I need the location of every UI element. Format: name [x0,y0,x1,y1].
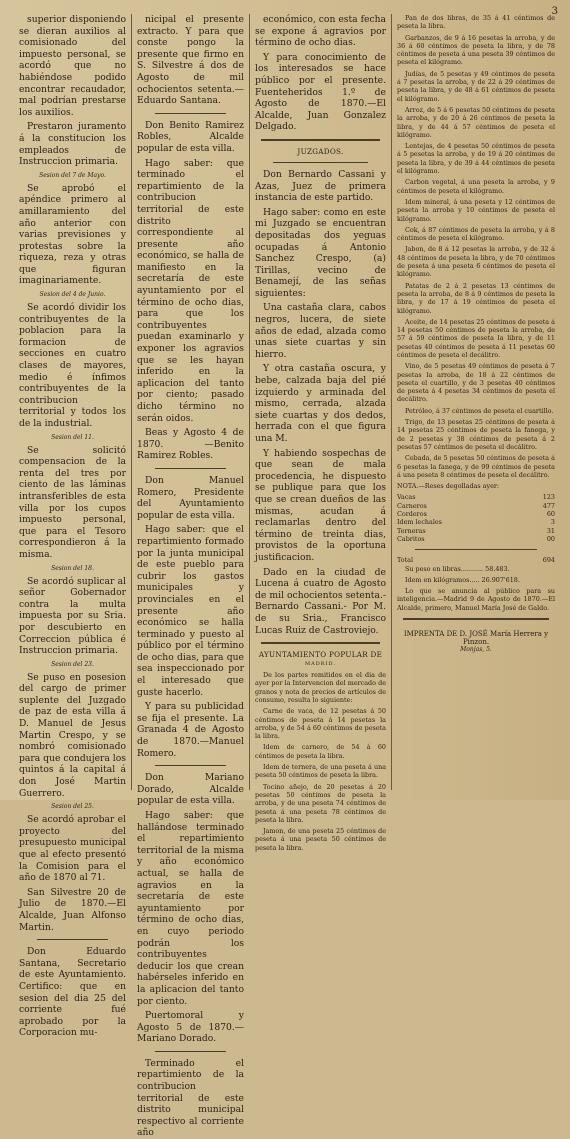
notice-heading: Don Bernardo Cassani y Azas, Juez de primera instancia de este partido. [255,168,386,204]
row-label: Cabritos [397,534,425,543]
signature-line: Beas y Agosto 4 de 1870. —Benito Ramirez Robles. [137,427,244,462]
total-label: Total [397,556,414,565]
paragraph: De los partes remitidos en el dia de ayer por la Intervencion del mercado de granos y nota de precios de artículos de consumo, resulta lo siguiente: [255,671,386,704]
row-value: 477 [542,501,555,510]
paragraph: Idem de carnero, de 54 á 60 céntimos de peseta la libra. [255,743,386,760]
paragraph: Hago saber: que hallándose terminado el repartimiento territorial de la misma y año económico actual, se halla de agravios en la secretaría de este ayuntamiento por término de ocho dias, en cuyo periodo podrán los contribuyentes deducir los que crean habérseles inferido en la aplicacion del tanto por ciento. [137,810,244,1007]
paragraph: Garbanzos, de 9 á 16 pesetas la arroba, y de 36 á 60 céntimos de peseta la libra, y de 78 céntimos de peseta á una peseta 39 céntimos de peseta el kilógramo. [397,33,555,67]
table-row [397,535,555,543]
paragraph: Se aprobó el apéndice primero al amillaramiento del año anterior con varias previsiones y protestas sobre la riqueza, reza y otras que figuran imaginariamente. [19,182,126,287]
paragraph: Idem mineral, á una peseta y 12 céntimos de peseta la arroba y 10 céntimos de peseta el kilógramo. [397,197,555,223]
notice-heading: Don Manuel Romero, Presidente del Ayuntamiento popular de esta villa. [137,474,244,521]
notice-heading: Don Mariano Dorado, Alcalde popular de esta villa. [137,772,244,807]
table-row [397,510,555,518]
divider [155,1051,226,1052]
row-value: 3 [550,518,555,527]
paragraph: Se acordó dividir los contribuyentes de la poblacion para la formacion de secciones en cuatro clases de mayores, medio é ínfimos contribuyentes de la contribucion territorial y todos los de la industrial. [19,302,126,429]
weight-line: Idem en kilógramos..... 26.907'618. [405,575,520,584]
paragraph: Hago saber: como en este mi Juzgado se encuentran depositadas dos yeguas ocupadas á Antonio Sanchez Crespo, (a) Tirillas, vecino de Benamejí, de las señas siguientes: [255,206,386,299]
paragraph: Una castaña clara, cabos negros, lucera, de siete años de edad, alzada como unas siete cuartas y sin hierro. [255,302,386,360]
imprint-address: Monjas, 5. [460,646,492,653]
paragraph: Jabon, de 8 á 12 pesetas la arroba, y de 32 á 48 céntimos de peseta la libra, y de 70 céntimos de peseta á una peseta 6 céntimos de peseta el kilógramo. [397,245,555,279]
paragraph: Patatas de 2 á 2 pesetas 13 céntimos de peseta la arroba, de 8 á 9 céntimos de peseta la libra, y de 17 á 19 céntimos de peseta el kilógramo. [397,281,555,315]
reses-table [397,493,555,543]
paragraph: Don Eduardo Santana, Secretario de este Ayuntamiento. Certifico: que en sesion del dia 25 del corriente fué aprobado por la Corporacion mu- [19,946,126,1039]
divider [155,468,226,469]
paragraph: Trigo, de 13 pesetas 25 céntimos de peseta á 14 pesetas 25 céntimos de peseta la fanega, y de 2 pesetas y 38 céntimos de peseta á 2 pesetas 57 céntimos de peseta el decálitro. [397,418,555,451]
paragraph: Jamon, de una peseta 25 céntimos de peseta á una peseta 50 céntimos de peseta la libra. [255,827,386,852]
session-heading: Sesion del 7 de Mayo. [39,171,106,179]
session-heading: Sesion del 4 de Junio. [39,291,106,299]
paragraph: Y habiendo sospechas de que sean de mala procedencia, he dispuesto se publique para que los que se crean dueños de las mismas, acudan á reclamarlas dentro del término de treinta dias, provistos de la oportuna justificacion. [255,447,386,563]
paragraph: Hago saber: que el repartimiento formado por la junta municipal de este pueblo para cubrir los gastos municipales y provinciales en el presente año económico se halla terminado y puesto al público por el término de ocho dias, para que sea inspeccionado por el interesado que guste hacerlo. [137,524,244,698]
paragraph: Lentejas, de 4 pesetas 50 céntimos de peseta á 5 pesetas la arroba, y de 19 á 20 céntimos de peseta la libra, y de 39 á 44 céntimos de peseta el kilógramo. [397,142,555,176]
paragraph: Se acordó aprobar el proyecto del presupuesto municipal que al efecto presentó la Comision para el año de 1870 al 71. [19,814,126,884]
row-label: Corderos [397,510,427,519]
column-1 [14,14,132,1039]
divider [261,139,380,141]
paragraph: Terminado el repartimiento de la contribucion territorial de este distrito municipal respectivo al corriente año [137,1057,244,1139]
divider [37,939,108,940]
paragraph: Cebada, de 5 pesetas 50 céntimos de peseta á 6 pesetas la fanega, y de 99 céntimos de peseta á una peseta 8 céntimos de peseta el decálitro. [397,454,555,479]
row-value: 60 [546,510,555,519]
paragraph: Se acordó suplicar al señor Gobernador contra la multa impuesta por su Sria. por descubierto en Correccion pública é Instruccion primaria. [19,575,126,657]
paragraph: Arroz, de 5 á 6 pesetas 50 céntimos de peseta la arroba, y de 20 á 26 céntimos de peseta la libra, y de 44 á 57 céntimos de peseta el kilógramo. [397,105,555,139]
section-subheading: MADRID. [305,661,336,668]
paragraph: superior disponiendo se dieran auxilios al comisionado del impuesto personal, se acordó que no habiéndose podido encontrar recaudador, mal podrían prestarse los auxilios. [19,14,126,118]
paragraph: Se solicitó compensacion de la renta del tres por ciento de las láminas intransferibles de esta villa por los cupos impuesto personal, que para el Tesoro correspondieron á la misma. [19,444,126,560]
paragraph: Dado en la ciudad de Lucena á cuatro de Agosto de mil ochocientos setenta.- Bernardo Cassani.- Por M. de su Sria., Francisco Lucas Ruiz de Castroviejo. [255,566,386,636]
columns [14,14,560,1139]
divider [155,113,226,114]
paragraph: Aceite, de 14 pesetas 25 céntimos de peseta á 14 pesetas 50 céntimos de peseta la arroba, de 57 á 59 céntimos de peseta la libra, y de 11 pesetas 40 céntimos de peseta á 11 pesetas 60 céntimos de peseta el decálitro. [397,317,555,359]
divider [155,765,226,766]
paragraph: Judías, de 5 pesetas y 49 céntimos de peseta á 7 pesetas la arroba, y de 22 á 29 céntimos de peseta la libra, y de 48 á 61 céntimos de peseta el kilógramo. [397,69,555,103]
paragraph: Y otra castaña oscura, y bebe, calzada baja del pié izquierdo y arminada del mismo, cerrada, alzada siete cuartas y dos dedos, herrada con el que figura una M. [255,363,386,444]
page-number: 3 [551,6,558,17]
notice-heading: Don Benito Ramirez Robles, Alcalde popular de esta villa. [137,119,244,154]
weight-line: Su peso en libras........... 58.483. [405,564,510,573]
row-label: Carneros [397,501,427,510]
paragraph: Se puso en posesion del cargo de primer suplente del Juzgado de paz de esta villa á D. Manuel de Jesus Martin Crespo, y se nombró comisionado para que condujera los quintos á la capital á don José Martin Guerrero. [19,671,126,799]
session-heading: Sesion del 18. [51,564,94,572]
nota-heading: NOTA.—Reses degolladas ayer: [397,482,500,491]
paragraph: Y para su publicidad se fija el presente. La Granada 4 de Agosto de 1870.—Manuel Romero. [137,701,244,759]
signature-line: Puertomoral y Agosto 5 de 1870.—Mariano Dorado. [137,1010,244,1045]
table-row [397,527,555,535]
section-heading: JUZGADOS. [297,146,344,156]
row-value: 31 [546,526,555,535]
signature-line: San Silvestre 20 de Julio de 1870.—El Alcalde, Juan Alfonso Martin. [19,886,126,933]
paragraph: Carne de vaca, de 12 pesetas á 50 céntimos de peseta á 14 pesetas la arroba, y de 54 á 60 céntimos de peseta la libra. [255,707,386,741]
column-2 [132,14,250,1139]
divider [403,618,549,620]
column-4 [392,14,560,790]
paragraph: nicipal el presente extracto. Y para que conste pongo la presente que firmo en S. Silvestre á dos de Agosto de mil ochocientos setenta.—Eduardo Santana. [137,14,244,107]
column-3 [250,14,392,852]
paragraph: Prestaron juramento á la constitucion los empleados de Instruccion primaria. [19,121,126,168]
paragraph: Pan de dos libras, de 35 á 41 céntimos de peseta la libra. [397,14,555,31]
row-label: Idem lechales [397,518,442,527]
row-label: Terneras [397,526,426,535]
row-label: Vacas [397,493,416,502]
divider [261,642,380,644]
table-row [397,518,555,526]
paragraph: Y para conocimiento de los interesados se hace público por el presente. Fuenteheridos 1.º de Agosto de 1870.—El Alcalde, Juan Gonzalez Delgado. [255,51,386,133]
divider [415,549,537,550]
paragraph: Carbon vegetal, á una peseta la arroba, y 9 céntimos de peseta el kilógramo. [397,178,555,195]
paragraph: Cok, á 87 céntimos de peseta la arroba, y á 8 céntimos de peseta el kilógramo. [397,225,555,243]
paragraph: Idem de ternera, de una peseta á una peseta 50 céntimos de peseta la libra. [255,763,386,780]
total-value: 694 [542,556,555,565]
section-heading: AYUNTAMIENTO POPULAR DE [258,650,383,660]
session-heading: Sesion del 23. [51,660,94,668]
row-value: 123 [542,493,555,502]
paragraph: Lo que se anuncia al público para su inteligencia.—Madrid 9 de Agosto de 1870.—El Alcalde, primero, Manuel María José de Galdo. [397,587,555,612]
divider [273,162,368,163]
session-heading: Sesion del 25. [51,803,94,811]
paragraph: Tocino añejo, de 20 pesetas á 20 pesetas 50 céntimos de peseta la arroba, y de una peseta 74 céntimos de peseta á una peseta 78 céntimos de peseta la libra. [255,782,386,824]
session-heading: Sesion del 11. [51,433,94,441]
reses-total [397,556,555,564]
row-value: 00 [546,534,555,543]
paragraph: Petróleo, á 37 céntimos de peseta el cuartillo. [405,406,554,415]
table-row [397,502,555,510]
paragraph: Hago saber: que terminado el repartimiento de la contribucion territorial de este distrito correspondiente al presente año económico, se halla de manifiesto en la secretaría de este ayuntamiento por el término de ocho dias, para que los contribuyentes puedan examinarlo y exponer los agravios que se les hayan inferido en la aplicacion del tanto por ciento; pasado dicho término no serán oidos. [137,157,244,424]
imprint: IMPRENTA DE D. JOSÉ María Herrera y Pinzon. [403,630,549,646]
paragraph: Vino, de 5 pesetas 49 céntimos de peseta á 7 pesetas la arroba, de 18 á 22 céntimos de peseta el cuartillo, y de 3 pesetas 40 céntimos de peseta á 4 pesetas 34 céntimos de peseta el decálitro. [397,362,555,404]
table-row [397,493,555,501]
paragraph: económico, con esta fecha se expone á agravios por término de ocho dias. [255,14,386,49]
